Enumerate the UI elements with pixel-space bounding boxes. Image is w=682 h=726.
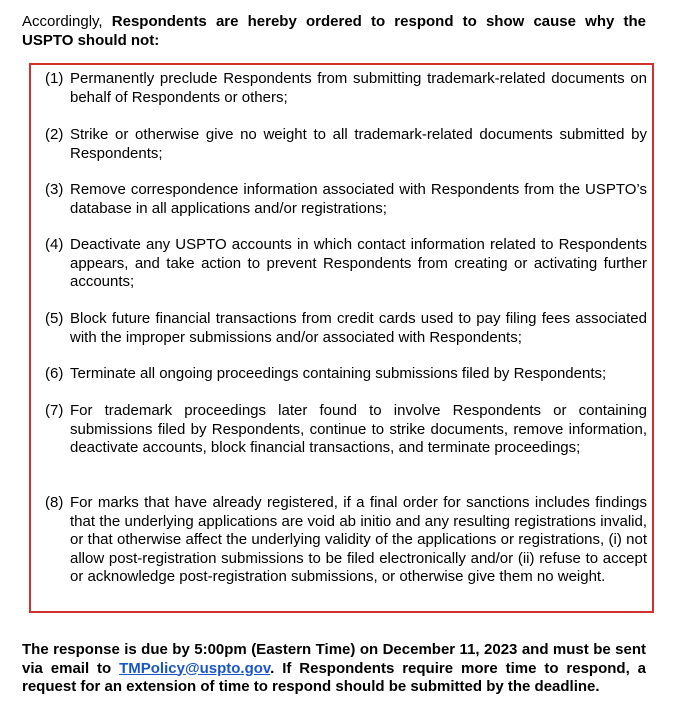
item-text: For trademark proceedings later found to involve Respondents or containing submissions filed by Respondents, continue to strike documents, remove information, deactivate accounts, block financial transactions, and terminate proceedings; (70, 402, 647, 456)
list-item (45, 402, 647, 458)
list-item (45, 181, 647, 218)
item-text: Permanently preclude Respondents from submitting trademark-related documents on behalf of Respondents or others; (70, 70, 647, 106)
item-number: (5) (45, 310, 64, 327)
item-text: Strike or otherwise give no weight to all trademark-related documents submitted by Respondents; (70, 126, 647, 162)
item-text: Deactivate any USPTO accounts in which contact information related to Respondents appears, and take action to prevent Respondents from creating or activating further accounts; (70, 236, 647, 290)
response-deadline-paragraph (22, 641, 646, 697)
item-number: (2) (45, 126, 64, 143)
item-number: (6) (45, 365, 64, 382)
item-text: Terminate all ongoing proceedings containing submissions filed by Respondents; (70, 365, 607, 382)
item-number: (3) (45, 181, 64, 198)
item-number: (8) (45, 494, 64, 511)
item-number: (1) (45, 70, 64, 87)
closing-text-start: The response is due by 5:00pm (Eastern Time) on December 11, 2023 and must be sent via email to (22, 641, 646, 677)
closing-text-end: . If Respondents require more time to respond, a request for an extension of time to respond should be submitted by the deadline. (22, 659, 646, 695)
item-text: Block future financial transactions from credit cards used to pay filing fees associated with the improper submissions and/or associated with Respondents; (70, 310, 647, 346)
email-link[interactable]: TMPolicy@uspto.gov (119, 659, 271, 677)
ordered-actions-box (29, 63, 654, 613)
item-text: For marks that have already registered, if a final order for sanctions includes findings that the underlying applications are void ab initio and any resulting registrations invalid, or that otherwise affect the underlying validity of the applications or registrations, (i) not allow post-registration submissions to be filed electronically and/or (ii) refuse to accept or acknowledge post-registration submissions, or otherwise give them no weight. (70, 494, 647, 585)
list-item (45, 126, 647, 163)
list-item (45, 365, 647, 384)
intro-lead: Accordingly, (22, 13, 112, 30)
list-item (45, 494, 647, 587)
item-text: Remove correspondence information associated with Respondents from the USPTO’s database in all applications and/or registrations; (70, 181, 647, 217)
intro-bold: Respondents are hereby ordered to respond to show cause why the USPTO should not: (22, 13, 646, 49)
list-item (45, 236, 647, 292)
item-number: (4) (45, 236, 64, 253)
list-item (45, 70, 647, 107)
item-number: (7) (45, 402, 64, 419)
intro-paragraph (22, 13, 646, 50)
list-item (45, 310, 647, 347)
